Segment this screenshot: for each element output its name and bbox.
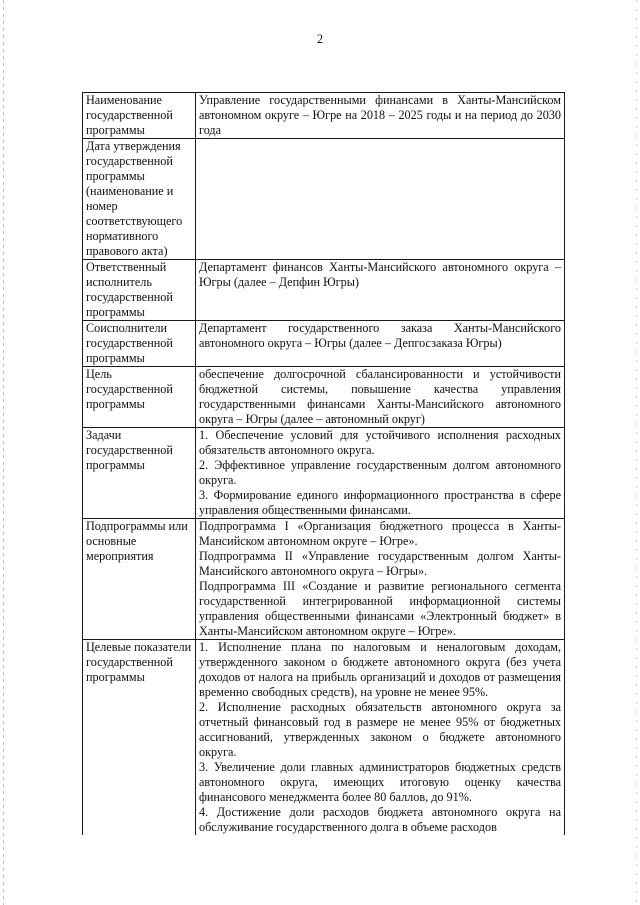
row-value-line: Подпрограмма II «Управление государственным долгом Ханты-Мансийского автономного округа – Югры». bbox=[199, 549, 561, 578]
row-value-line: Департамент государственного заказа Ханты-Мансийского автономного округа – Югры (далее – Депгосзаказа Югры) bbox=[199, 321, 561, 350]
row-label: Соисполнители государственной программы bbox=[83, 321, 196, 367]
row-value-line: Управление государственными финансами в Ханты-Мансийском автономном округе – Югре на 2018 – 2025 годы и на период до 2030 года bbox=[199, 93, 561, 137]
row-value bbox=[196, 519, 565, 640]
row-value-line: 1. Исполнение плана по налоговым и неналоговым доходам, утвержденного законом о бюджете автономного округа (без учета доходов от налога на прибыль организаций и доходов от размещения временно свободных средств), на уровне не менее 95%. bbox=[199, 640, 561, 699]
row-label: Задачи государственной программы bbox=[83, 428, 196, 519]
row-value-line: 3. Формирование единого информационного пространства в сфере управления общественными финансами. bbox=[199, 488, 561, 517]
row-value-line: 3. Увеличение доли главных администраторов бюджетных средств автономного округа, имеющих итоговую оценку качества финансового менеджмента более 80 баллов, до 91%. bbox=[199, 760, 561, 804]
table-row bbox=[83, 640, 565, 836]
row-value-line: Подпрограмма I «Организация бюджетного процесса в Ханты-Мансийском автономном округе – Югре». bbox=[199, 519, 561, 548]
row-label: Дата утверждения государственной программы (наименование и номер соответствующего нормативного правового акта) bbox=[83, 139, 196, 260]
row-value-line: Подпрограмма III «Создание и развитие регионального сегмента государственной интегрированной информационной системы управления общественными финансами «Электронный бюджет» в Ханты-Мансийском автономном округе – Югре». bbox=[199, 579, 561, 638]
row-value bbox=[196, 260, 565, 321]
row-label: Ответственный исполнитель государственной программы bbox=[83, 260, 196, 321]
scan-edge-left bbox=[3, 0, 4, 905]
row-value bbox=[196, 640, 565, 836]
row-label: Подпрограммы или основные мероприятия bbox=[83, 519, 196, 640]
table-row bbox=[83, 260, 565, 321]
row-label: Наименование государственной программы bbox=[83, 93, 196, 139]
passport-table bbox=[82, 92, 565, 835]
table-row bbox=[83, 519, 565, 640]
scan-edge-right bbox=[636, 0, 637, 905]
row-value bbox=[196, 321, 565, 367]
row-value bbox=[196, 93, 565, 139]
table-row bbox=[83, 428, 565, 519]
table-row bbox=[83, 93, 565, 139]
table-row bbox=[83, 367, 565, 428]
row-value-line: обеспечение долгосрочной сбалансированности и устойчивости бюджетной системы, повышение качества управления государственными финансами Ханты-Мансийского автономного округа – Югры (далее – автономный округ) bbox=[199, 367, 561, 426]
row-label: Целевые показатели государственной программы bbox=[83, 640, 196, 836]
row-value-line: 1. Обеспечение условий для устойчивого исполнения расходных обязательств автономного округа. bbox=[199, 428, 561, 457]
row-value-line: 2. Эффективное управление государственным долгом автономного округа. bbox=[199, 458, 561, 487]
page-number: 2 bbox=[316, 32, 324, 46]
row-value-empty bbox=[196, 139, 565, 260]
row-value-line: Департамент финансов Ханты-Мансийского автономного округа – Югры (далее – Депфин Югры) bbox=[199, 260, 561, 289]
row-value-line: 2. Исполнение расходных обязательств автономного округа за отчетный финансовый год в размере не менее 95% от бюджетных ассигнований, утвержденных законом о бюджете автономного округа. bbox=[199, 700, 561, 759]
row-value bbox=[196, 367, 565, 428]
row-label: Цель государственной программы bbox=[83, 367, 196, 428]
table-row bbox=[83, 139, 565, 260]
table-row bbox=[83, 321, 565, 367]
row-value bbox=[196, 428, 565, 519]
row-value-line: 4. Достижение доли расходов бюджета автономного округа на обслуживание государственного долга в объеме расходов bbox=[199, 805, 561, 834]
